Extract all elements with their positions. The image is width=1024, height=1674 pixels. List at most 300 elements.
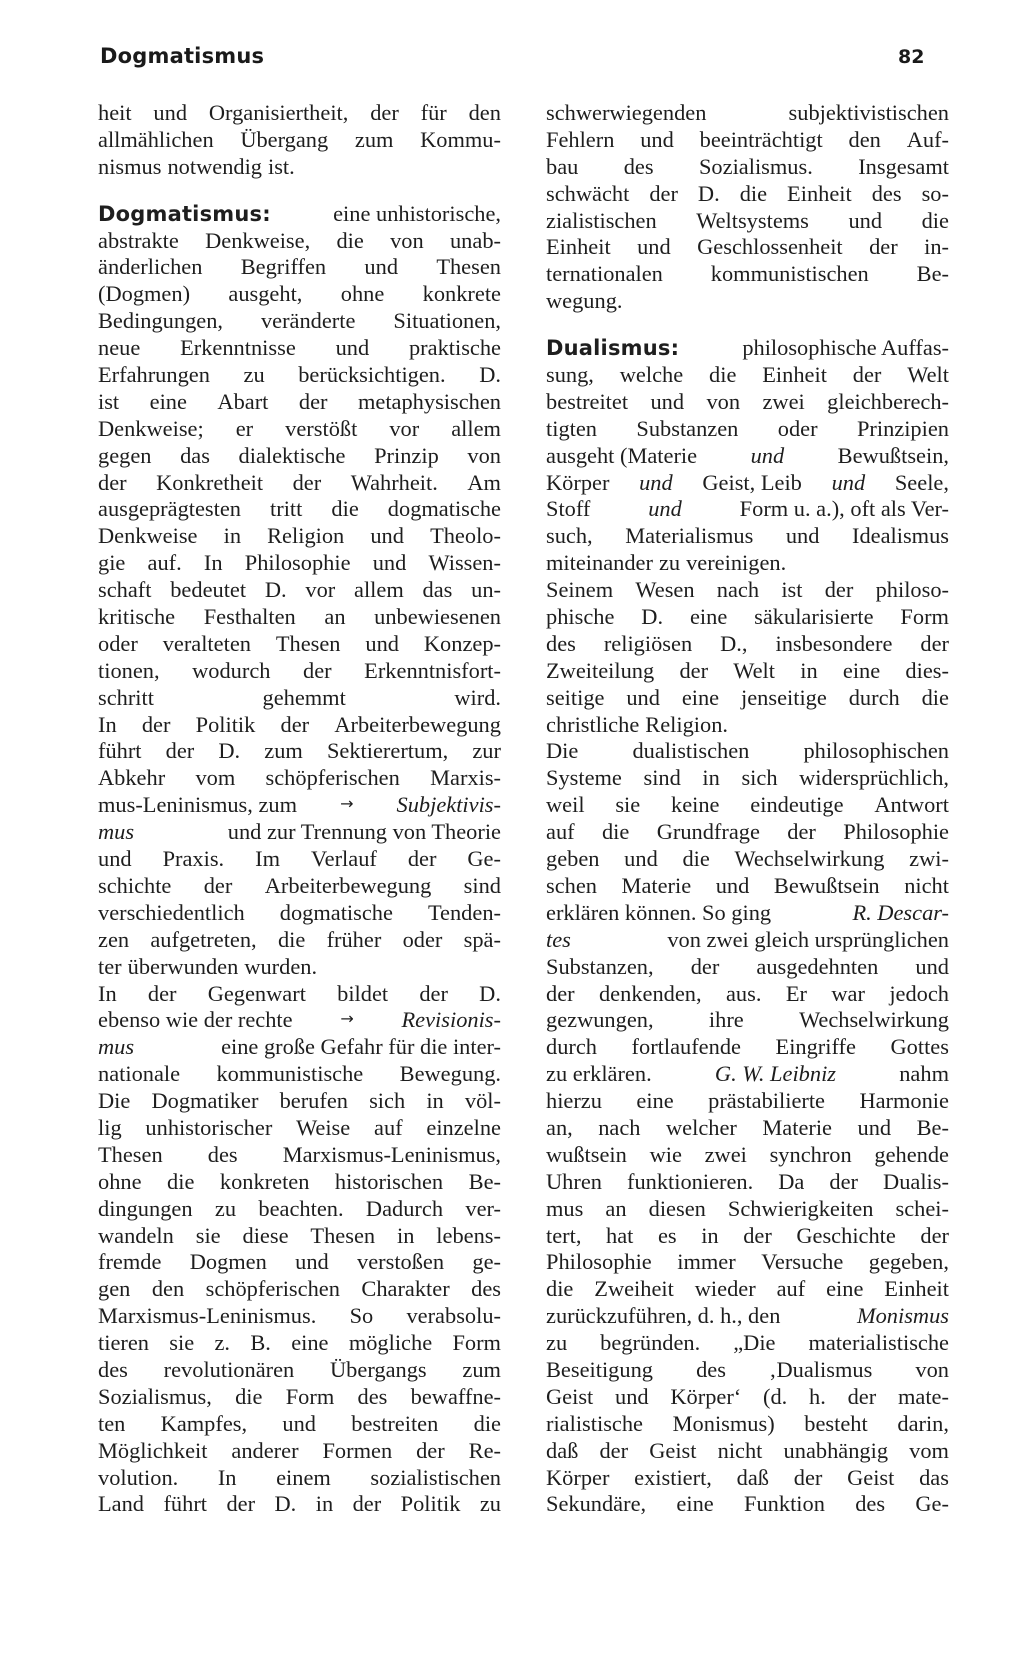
word: Geschlossenheit	[697, 234, 843, 260]
word: daß	[736, 1464, 769, 1490]
word: Form	[900, 604, 949, 630]
text-line	[98, 496, 501, 523]
word: die	[682, 846, 710, 872]
word: dogmatische	[279, 899, 393, 925]
word: der	[869, 234, 898, 260]
word: kritische	[98, 604, 176, 630]
word: er	[235, 415, 254, 441]
word: Möglichkeit	[98, 1437, 208, 1463]
word: Zweiteilung	[546, 657, 655, 683]
text-line	[98, 577, 501, 604]
word: Welt	[733, 657, 775, 683]
word: Praxis.	[162, 846, 225, 872]
cross-reference-term: Monismus	[856, 1303, 949, 1329]
word: Prinzipien	[856, 415, 949, 441]
cross-reference-link[interactable]: Subjektivis-	[396, 792, 501, 818]
text-segment: Geist, Leib	[702, 469, 802, 495]
word: Systeme	[546, 765, 622, 791]
word: welche	[619, 362, 684, 388]
word: heit	[98, 100, 132, 125]
word: miteinander	[546, 550, 653, 576]
word: neue	[98, 335, 141, 361]
word: der	[793, 1464, 823, 1490]
word: abstrakte	[98, 227, 179, 253]
text-line	[98, 1169, 501, 1196]
word: insbesondere	[775, 630, 893, 656]
word: sie	[169, 1330, 195, 1356]
word: vom	[195, 765, 236, 791]
text-line	[98, 100, 501, 127]
word: dogmatische	[387, 496, 501, 522]
word: der	[599, 1437, 629, 1463]
text-line	[98, 1223, 501, 1250]
word: beachten.	[258, 1195, 344, 1221]
word: war	[831, 980, 865, 1006]
cross-reference-arrow-icon: →	[340, 1009, 354, 1029]
word: völ-	[464, 1088, 501, 1114]
word: Philosophie	[843, 819, 949, 845]
word: volution.	[98, 1464, 179, 1490]
word: der	[370, 100, 399, 125]
word: die	[921, 207, 949, 233]
text-line	[98, 765, 501, 792]
word: und	[295, 1249, 329, 1275]
word: zu	[214, 1195, 237, 1221]
word: Tenden-	[427, 899, 501, 925]
text-segment: eine unhistorische,	[333, 200, 501, 226]
text-line	[546, 389, 949, 416]
word: in-	[924, 234, 949, 260]
word: gegeben,	[868, 1249, 949, 1275]
word: Politik	[400, 1491, 461, 1517]
word: ausgeht,	[228, 281, 303, 307]
word: und	[364, 254, 399, 280]
word: in	[702, 765, 720, 791]
word: Philosophie	[244, 550, 351, 576]
word: Am	[467, 469, 501, 495]
word: sie	[195, 1222, 221, 1248]
word: ten	[98, 1410, 126, 1436]
word: nach	[716, 577, 760, 603]
word: widersprüchlich,	[799, 765, 949, 791]
word: an	[324, 604, 346, 630]
text-line	[98, 228, 501, 255]
word: Substanzen,	[546, 953, 654, 979]
word: der	[226, 1491, 256, 1517]
word: durch	[848, 684, 900, 710]
word: der	[419, 980, 448, 1006]
word: diesen	[648, 1195, 706, 1221]
text-segment: erklären können. So ging	[546, 899, 772, 925]
word: such,	[546, 523, 593, 549]
word: Dadurch	[365, 1195, 444, 1221]
word: die	[739, 180, 768, 206]
word: hat	[606, 1222, 634, 1248]
text-line	[546, 100, 949, 127]
word: überwunden	[127, 953, 239, 979]
text-line	[546, 496, 949, 523]
continuation-paragraph	[98, 100, 501, 181]
entry-body-a	[98, 228, 501, 793]
word: Kampfes,	[160, 1410, 248, 1436]
entry-body-b	[546, 523, 949, 899]
word: Konzep-	[423, 630, 501, 656]
word: des	[855, 1491, 886, 1517]
word: Die	[98, 1088, 131, 1114]
word: der	[203, 872, 233, 898]
word: jenseitige	[741, 684, 827, 710]
word: D.,	[720, 630, 748, 656]
word: verabsolu-	[406, 1303, 501, 1329]
text-line	[546, 470, 949, 497]
word: sich	[369, 1088, 406, 1114]
word: Wahrheit.	[350, 469, 438, 495]
word: Organisiertheit,	[208, 100, 349, 125]
word: seitige	[546, 684, 605, 710]
word: und	[650, 388, 685, 414]
word: Dogmatiker	[151, 1088, 259, 1114]
italic-conjunction: und	[639, 469, 673, 495]
text-line	[546, 523, 949, 550]
word: der	[824, 577, 854, 603]
word: auf	[374, 1114, 403, 1140]
running-head: Dogmatismus	[100, 44, 265, 68]
word: von	[706, 388, 741, 414]
word: kommunistischen	[710, 261, 869, 287]
word: schwächt	[546, 180, 630, 206]
word: oder	[777, 415, 818, 441]
word: Sozialismus.	[698, 153, 813, 179]
word: ge-	[472, 1249, 501, 1275]
word: Materie	[762, 1114, 832, 1140]
text-line	[98, 254, 501, 281]
text-line	[546, 1276, 949, 1303]
word: der	[829, 1168, 858, 1194]
text-line	[546, 1088, 949, 1115]
word: Seinem	[546, 577, 614, 603]
text-segment: ausgeht (Materie	[546, 442, 698, 468]
word: veränderte	[260, 308, 356, 334]
word: ist	[98, 388, 120, 414]
word: Sozialismus,	[98, 1383, 212, 1409]
word: ist	[781, 577, 803, 603]
word: für	[420, 100, 447, 125]
text-line	[98, 416, 501, 443]
word: Monismus)	[672, 1410, 775, 1436]
word: materialistische	[808, 1330, 949, 1356]
text-line	[98, 335, 501, 362]
text-line	[98, 1491, 501, 1518]
text-line	[546, 550, 949, 577]
word: fremde	[98, 1249, 162, 1275]
word: das	[919, 1464, 949, 1490]
text-line	[546, 1061, 949, 1088]
word: kommunistische	[216, 1061, 364, 1087]
text-line	[98, 523, 501, 550]
word: wieder	[694, 1276, 756, 1302]
entry-first-line	[546, 335, 949, 362]
word: In	[203, 550, 223, 576]
word: Marxismus-Leninismus,	[282, 1141, 501, 1167]
text-segment: zu erklären.	[546, 1061, 652, 1087]
word: verstoßen	[357, 1249, 445, 1275]
word: schöpferischen	[205, 1276, 340, 1302]
word: phische	[546, 604, 615, 630]
text-line	[546, 1330, 949, 1357]
word: bestreiten	[351, 1410, 439, 1436]
word: der	[280, 711, 310, 737]
word: und	[615, 1383, 649, 1409]
text-line	[98, 362, 501, 389]
word: und	[98, 846, 132, 872]
word: von	[467, 442, 501, 468]
word: Gegenwart	[207, 980, 306, 1006]
word: der	[649, 180, 678, 206]
word: und	[785, 523, 820, 549]
word: vereinigen.	[686, 550, 787, 576]
word: Be-	[916, 261, 949, 287]
word: Uhren	[546, 1168, 602, 1194]
text-segment: Körper	[546, 469, 610, 495]
word: synchron	[769, 1141, 852, 1167]
word: Thesen	[436, 254, 501, 280]
person-name: tes	[546, 926, 571, 952]
word: fortlaufende	[631, 1034, 741, 1060]
text-line	[546, 181, 949, 208]
text-line	[546, 208, 949, 235]
word: auf	[546, 819, 575, 845]
word: Kommu-	[420, 126, 501, 152]
entry-dualismus	[546, 335, 949, 1518]
word: konkrete	[422, 281, 501, 307]
word: einzelne	[426, 1114, 501, 1140]
word: bewaffne-	[410, 1383, 501, 1409]
word: Einheit	[884, 1276, 949, 1302]
word: die	[473, 1410, 501, 1436]
word: lebens-	[436, 1222, 501, 1248]
word: Gottes	[890, 1034, 949, 1060]
word: schen	[546, 872, 597, 898]
word: Dualis-	[883, 1168, 949, 1194]
text-line	[98, 308, 501, 335]
word: beeinträchtigt	[699, 126, 823, 152]
word: und	[637, 234, 671, 260]
word: D.	[264, 577, 287, 603]
word: veralteten	[162, 630, 251, 656]
text-line	[98, 1061, 501, 1088]
word: des	[623, 153, 654, 179]
word: praktische	[408, 335, 501, 361]
text-line	[546, 1303, 949, 1330]
word: Wechselwirkung	[734, 846, 885, 872]
word: allmählichen	[98, 126, 214, 152]
word: die	[546, 1276, 574, 1302]
word: Einheit	[762, 362, 827, 388]
word: nismus	[98, 153, 162, 179]
word: nach	[598, 1114, 641, 1140]
left-column	[98, 100, 501, 1518]
word: der	[920, 1222, 949, 1248]
person-name: R. Descar-	[852, 899, 949, 925]
word: der	[847, 1383, 877, 1409]
word: eine	[842, 657, 881, 683]
word: und	[640, 126, 674, 152]
word: aufgetreten,	[150, 926, 257, 952]
word: Im	[255, 846, 280, 872]
word: darin,	[897, 1410, 949, 1436]
word: existiert,	[634, 1464, 712, 1490]
word: änderlichen	[98, 254, 203, 280]
word: gen	[98, 1276, 131, 1302]
word: Er	[785, 980, 807, 1006]
word: welcher	[666, 1114, 737, 1140]
word: der	[141, 711, 171, 737]
text-segment: Seele,	[894, 469, 949, 495]
word: ihre	[708, 1007, 744, 1033]
text-line	[98, 792, 501, 819]
text-line	[546, 954, 949, 981]
word: D.	[218, 738, 241, 764]
word: einem	[276, 1464, 331, 1490]
word: tieren	[98, 1330, 149, 1356]
word: des	[98, 1356, 128, 1382]
cross-reference-link[interactable]: mus	[98, 819, 135, 845]
word: Denkweise	[98, 523, 198, 549]
word: Thesen	[98, 1141, 163, 1167]
word: eine	[149, 388, 187, 414]
word: eine	[636, 1088, 674, 1114]
word: früher	[326, 926, 382, 952]
text-line	[546, 981, 949, 1008]
text-line	[98, 470, 501, 497]
text-segment: nahm	[899, 1061, 949, 1087]
word: den	[848, 126, 881, 152]
word: des	[207, 1141, 238, 1167]
text-line	[98, 443, 501, 470]
text-line	[546, 927, 949, 954]
word: vor	[305, 577, 336, 603]
word: schei-	[895, 1195, 949, 1221]
text-line	[546, 792, 949, 819]
word: allem	[451, 415, 501, 441]
text-line	[98, 873, 501, 900]
word: So	[349, 1303, 374, 1329]
word: wußtsein	[546, 1141, 627, 1167]
word: und	[282, 1410, 316, 1436]
text-line	[98, 1196, 501, 1223]
word: der	[546, 980, 575, 1006]
word: tert,	[546, 1222, 582, 1248]
word: D.	[641, 604, 664, 630]
text-line	[546, 1169, 949, 1196]
word: ter	[98, 953, 122, 979]
word: Welt	[907, 362, 949, 388]
word: Insgesamt	[858, 153, 949, 179]
word: Begriffen	[240, 254, 327, 280]
right-column	[546, 100, 949, 1518]
word: Funktion	[744, 1491, 825, 1517]
word: subjektivistischen	[788, 100, 949, 125]
word: gie	[98, 550, 126, 576]
word: metaphysischen	[357, 388, 501, 414]
word: dies-	[905, 657, 949, 683]
word: der	[303, 657, 332, 683]
word: zu	[546, 1330, 568, 1356]
word: daß	[546, 1437, 579, 1463]
text-line	[98, 712, 501, 739]
text-line	[546, 631, 949, 658]
word: Abkehr	[98, 765, 166, 791]
word: Weltsystems	[696, 207, 809, 233]
word: Dogmen	[189, 1249, 267, 1275]
word: Körper	[546, 1464, 610, 1490]
word: die	[336, 227, 364, 253]
text-line	[546, 234, 949, 261]
word: den	[468, 100, 501, 125]
word: Form	[452, 1330, 501, 1356]
word: allem	[354, 577, 404, 603]
word: dialektische	[238, 442, 346, 468]
text-segment: zurückzuführen, d. h., den	[546, 1303, 781, 1329]
word: der	[352, 1491, 382, 1517]
word: Festhalten	[203, 604, 296, 630]
entry-body-d	[546, 1088, 949, 1303]
word: der	[920, 630, 949, 656]
text-line	[546, 685, 949, 712]
text-line	[98, 927, 501, 954]
entry-body-c	[546, 954, 949, 1062]
word: zialistischen	[546, 207, 657, 233]
word: und	[335, 335, 370, 361]
text-segment: Stoff	[546, 496, 591, 522]
text-line	[546, 738, 949, 765]
word: und	[365, 630, 399, 656]
word: Religion	[267, 523, 345, 549]
word: In	[98, 980, 117, 1006]
text-line	[98, 900, 501, 927]
cross-reference-link[interactable]: mus	[98, 1034, 135, 1060]
word: weil	[546, 792, 585, 818]
word: Theolo-	[430, 523, 501, 549]
text-line	[546, 1249, 949, 1276]
word: bildet	[337, 980, 389, 1006]
word: Ge-	[915, 1491, 949, 1517]
italic-conjunction: und	[750, 442, 785, 468]
text-line	[98, 738, 501, 765]
word: Wissen-	[428, 550, 501, 576]
word: Land	[98, 1491, 145, 1517]
word: zum	[462, 1356, 501, 1382]
word: „Die	[733, 1330, 776, 1356]
text-line	[546, 1142, 949, 1169]
word: dingungen	[98, 1195, 193, 1221]
text-line	[98, 1115, 501, 1142]
word: unabhängig	[783, 1437, 889, 1463]
word: die	[167, 1168, 195, 1194]
word: (d.	[763, 1383, 788, 1409]
word: Religion.	[645, 711, 728, 737]
entry-body-b	[98, 846, 501, 1007]
word: zur	[472, 738, 501, 764]
word: eine	[689, 604, 728, 630]
word: verstößt	[285, 415, 358, 441]
word: unhistorischer	[145, 1114, 273, 1140]
text-line	[546, 1007, 949, 1034]
word: des	[871, 180, 902, 206]
word: hierzu	[546, 1088, 602, 1114]
cross-reference-link[interactable]: Revisionis-	[401, 1007, 501, 1033]
word: christliche	[546, 711, 640, 737]
